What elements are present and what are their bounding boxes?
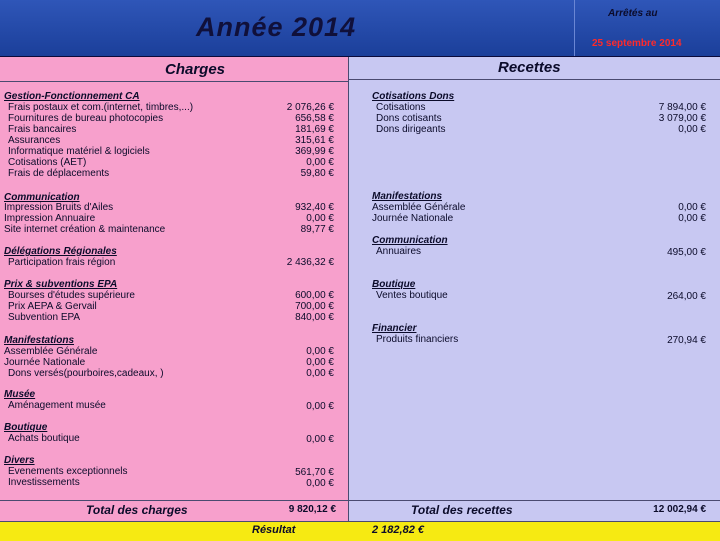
charge-line-label: Participation frais région [8, 257, 116, 268]
charge-line-label: Aménagement musée [8, 400, 106, 411]
charge-line-amount: 561,70 € [295, 467, 334, 478]
income-line-amount: 7 894,00 € [658, 102, 706, 113]
charge-line-label: Frais bancaires [8, 124, 77, 135]
charges-panel [0, 57, 349, 521]
charge-line-label: Assemblée Générale [4, 346, 98, 357]
charge-line-label: Dons versés(pourboires,cadeaux, ) [8, 368, 164, 379]
charge-line-label: Journée Nationale [4, 357, 86, 368]
charges-total-row [0, 500, 349, 521]
charge-line-label: Frais postaux et com.(internet, timbres,...) [8, 102, 194, 113]
charge-line-label: Assurances [8, 135, 61, 146]
recettes-heading-divider [349, 79, 720, 80]
charges-heading: Charges [165, 61, 226, 78]
income-line-label: Assemblée Générale [372, 202, 466, 213]
income-line-label: Dons dirigeants [376, 124, 446, 135]
charge-line-amount: 0,00 € [306, 401, 334, 412]
header-bar [0, 0, 720, 56]
charge-line-amount: 700,00 € [295, 301, 334, 312]
income-line-amount: 495,00 € [667, 247, 706, 258]
charge-line-amount: 181,69 € [295, 124, 334, 135]
section-title-boutique: Boutique [4, 422, 48, 433]
section-title-manifestations: Manifestations [4, 335, 75, 346]
charge-line-label: Informatique matériel & logiciels [8, 146, 150, 157]
charge-line-amount: 0,00 € [306, 213, 334, 224]
charge-line-amount: 315,61 € [295, 135, 334, 146]
section-title-communication: Communication [4, 192, 80, 203]
section-title-boutique: Boutique [372, 279, 416, 290]
income-line-label: Annuaires [376, 246, 422, 257]
charge-line-amount: 59,80 € [300, 168, 334, 179]
section-title-financier: Financier [372, 323, 417, 334]
charge-line-amount: 0,00 € [306, 157, 334, 168]
result-value: 2 182,82 € [372, 524, 424, 536]
charge-line-label: Impression Annuaire [4, 213, 96, 224]
income-line-amount: 264,00 € [667, 291, 706, 302]
income-line-label: Ventes boutique [376, 290, 448, 301]
income-line-label: Produits financiers [376, 334, 459, 345]
arrete-label: Arrêtés au [608, 8, 658, 19]
income-line-amount: 3 079,00 € [658, 113, 706, 124]
arrete-date: 25 septembre 2014 [592, 38, 682, 49]
charge-line-amount: 932,40 € [295, 202, 334, 213]
section-title-divers: Divers [4, 455, 35, 466]
charge-line-amount: 0,00 € [306, 357, 334, 368]
section-title-manifestations: Manifestations [372, 191, 443, 202]
charge-line-amount: 0,00 € [306, 478, 334, 489]
section-title-delegations: Délégations Régionales [4, 246, 117, 257]
charge-line-amount: 89,77 € [300, 224, 334, 235]
income-line-amount: 0,00 € [678, 213, 706, 224]
section-title-cotisations: Cotisations Dons [372, 91, 455, 102]
charge-line-label: Evenements exceptionnels [8, 466, 128, 477]
charge-line-amount: 2 436,32 € [286, 257, 334, 268]
recettes-total-label: Total des recettes [411, 503, 513, 517]
charge-line-amount: 2 076,26 € [286, 102, 334, 113]
charge-line-amount: 0,00 € [306, 434, 334, 445]
charge-line-label: Investissements [8, 477, 80, 488]
charge-line-amount: 369,99 € [295, 146, 334, 157]
charges-heading-divider [0, 81, 348, 82]
recettes-total-row [349, 500, 720, 521]
charges-total-value: 9 820,12 € [288, 504, 336, 515]
income-line-label: Journée Nationale [372, 213, 454, 224]
charge-line-label: Impression Bruits d'Ailes [4, 202, 114, 213]
charge-line-label: Achats boutique [8, 433, 80, 444]
charge-line-label: Frais de déplacements [8, 168, 110, 179]
charge-line-amount: 840,00 € [295, 312, 334, 323]
recettes-panel [349, 57, 720, 521]
section-title-musee: Musée [4, 389, 36, 400]
charge-line-amount: 600,00 € [295, 290, 334, 301]
section-title-prix: Prix & subventions EPA [4, 279, 118, 290]
recettes-heading: Recettes [498, 59, 561, 76]
charge-line-label: Subvention EPA [8, 312, 81, 323]
income-line-amount: 270,94 € [667, 335, 706, 346]
charge-line-amount: 656,58 € [295, 113, 334, 124]
result-row [0, 521, 720, 541]
charge-line-amount: 0,00 € [306, 368, 334, 379]
recettes-total-value: 12 002,94 € [653, 504, 706, 515]
charges-total-label: Total des charges [86, 503, 188, 517]
charge-line-label: Site internet création & maintenance [4, 224, 166, 235]
income-line-amount: 0,00 € [678, 202, 706, 213]
charge-line-amount: 0,00 € [306, 346, 334, 357]
income-line-amount: 0,00 € [678, 124, 706, 135]
income-line-label: Dons cotisants [376, 113, 442, 124]
charge-line-label: Prix AEPA & Gervail [8, 301, 97, 312]
charge-line-label: Fournitures de bureau photocopies [8, 113, 164, 124]
charge-line-label: Cotisations (AET) [8, 157, 87, 168]
page-title: Année 2014 [196, 12, 357, 42]
result-label: Résultat [252, 524, 296, 536]
income-line-label: Cotisations [376, 102, 426, 113]
section-title-gestion: Gestion-Fonctionnement CA [4, 91, 140, 102]
charge-line-label: Bourses d'études supérieure [8, 290, 135, 301]
section-title-communication: Communication [372, 235, 448, 246]
header-title-panel [0, 0, 575, 56]
